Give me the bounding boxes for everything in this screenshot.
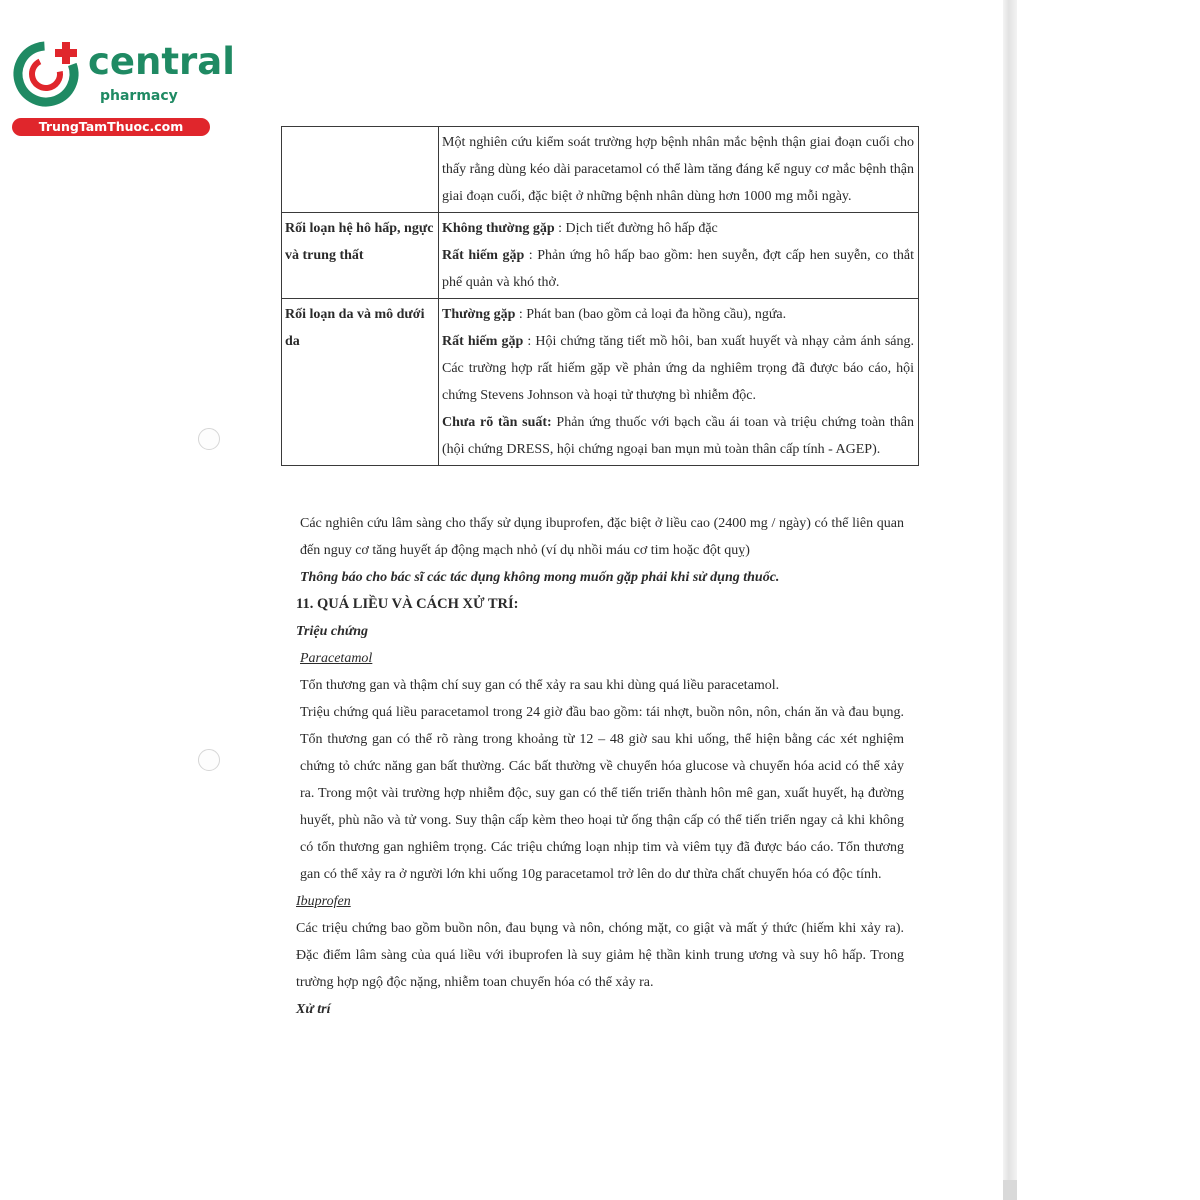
paracetamol-symptoms: Triệu chứng quá liều paracetamol trong 24 giờ đầu bao gồm: tái nhợt, buồn nôn, nôn, chán ăn và đau bụng. Tổn thương gan có thể rõ ràng trong khoảng từ 12 – 48 giờ sau khi uống, thể hiện bằng các xét nghiệm chứng tỏ chức năng gan bất thường. Các bất thường về chuyển hóa glucose và chuyển hóa acid có thể xảy ra. Trong một vài trường hợp nhiễm độc, suy gan có thể tiến triển thành hôn mê gan, xuất huyết, hạ đường huyết, phù não và tử vong. Suy thận cấp kèm theo hoại tử ống thận cấp có thể tiến triển ngay cả khi không có tổn thương gan nghiêm trọng. Các triệu chứng loạn nhịp tim và viêm tụy đã được báo cáo. Tổn thương gan có thể xảy ra ở người lớn khi uống 10g paracetamol trở lên do dư thừa chất chuyển hóa có độc tính. bbox=[300, 705, 904, 882]
paracetamol-liver-damage: Tổn thương gan và thậm chí suy gan có thể xảy ra sau khi dùng quá liều paracetamol. bbox=[300, 678, 780, 693]
adverse-effects-table bbox=[281, 126, 919, 466]
description-cell bbox=[439, 127, 919, 213]
description-line: Chưa rõ tần suất: Phản ứng thuốc với bạch cầu ái toan và triệu chứng toàn thân (hội chứng DRESS, hội chứng ngoại ban mụn mủ toàn thân cấp tính - AGEP). bbox=[442, 415, 914, 457]
punch-hole-bottom bbox=[198, 749, 220, 771]
category-cell: Rối loạn da và mô dưới da bbox=[282, 299, 439, 466]
description-cell bbox=[439, 213, 919, 299]
notify-doctor-note: Thông báo cho bác sĩ các tác dụng không mong muốn gặp phải khi sử dụng thuốc. bbox=[300, 570, 780, 585]
category-cell bbox=[282, 127, 439, 213]
central-pharmacy-logo bbox=[10, 36, 235, 140]
document-body bbox=[296, 510, 904, 1023]
section-title-overdose: 11. QUÁ LIỀU VÀ CÁCH XỬ TRÍ: bbox=[296, 596, 519, 612]
ibuprofen-heading: Ibuprofen bbox=[296, 894, 351, 909]
description-line: Không thường gặp : Dịch tiết đường hô hấp đặc bbox=[442, 221, 718, 236]
brand-subtitle: pharmacy bbox=[100, 88, 178, 104]
paracetamol-heading: Paracetamol bbox=[300, 651, 373, 666]
table-row bbox=[282, 127, 919, 213]
category-cell: Rối loạn hệ hô hấp, ngực và trung thất bbox=[282, 213, 439, 299]
ibuprofen-symptoms: Các triệu chứng bao gồm buồn nôn, đau bụng và nôn, chóng mặt, co giật và mất ý thức (hiếm khi xảy ra). Đặc điểm lâm sàng của quá liều với ibuprofen là suy giảm hệ thần kinh trung ương và suy hô hấp. Trong trường hợp ngộ độc nặng, nhiễm toan chuyển hóa có thể xảy ra. bbox=[296, 921, 904, 990]
description-line: Rất hiếm gặp : Phản ứng hô hấp bao gồm: hen suyễn, đợt cấp hen suyễn, co thắt phế quản và khó thở. bbox=[442, 248, 914, 290]
brand-name: central bbox=[88, 40, 235, 83]
ibuprofen-risk-note: Các nghiên cứu lâm sàng cho thấy sử dụng ibuprofen, đặc biệt ở liều cao (2400 mg / ngày) có thể liên quan đến nguy cơ tăng huyết áp động mạch nhỏ (ví dụ nhồi máu cơ tim hoặc đột quỵ) bbox=[300, 516, 904, 558]
scan-page-corner bbox=[1003, 1180, 1017, 1200]
treatment-heading: Xử trí bbox=[296, 1002, 331, 1017]
description-line: Rất hiếm gặp : Hội chứng tăng tiết mồ hôi, ban xuất huyết và nhạy cảm ánh sáng. Các trường hợp rất hiếm gặp về phản ứng da nghiêm trọng đã được báo cáo, hội chứng Stevens Johnson và hoại tử thượng bì nhiễm độc. bbox=[442, 334, 914, 403]
punch-hole-top bbox=[198, 428, 220, 450]
logo-c-cross-icon bbox=[10, 36, 90, 116]
description-line: Thường gặp : Phát ban (bao gồm cả loại đa hồng cầu), ngứa. bbox=[442, 307, 787, 322]
scan-page-edge bbox=[1003, 0, 1017, 1200]
description-line: Một nghiên cứu kiểm soát trường hợp bệnh nhân mắc bệnh thận giai đoạn cuối cho thấy rằng dùng kéo dài paracetamol có thể làm tăng đáng kể nguy cơ mắc bệnh thận giai đoạn cuối, đặc biệt ở những bệnh nhân dùng hơn 1000 mg mỗi ngày. bbox=[442, 135, 914, 204]
table-row bbox=[282, 213, 919, 299]
description-cell bbox=[439, 299, 919, 466]
table-row bbox=[282, 299, 919, 466]
brand-website: TrungTamThuoc.com bbox=[12, 118, 210, 136]
symptoms-heading: Triệu chứng bbox=[296, 624, 369, 639]
